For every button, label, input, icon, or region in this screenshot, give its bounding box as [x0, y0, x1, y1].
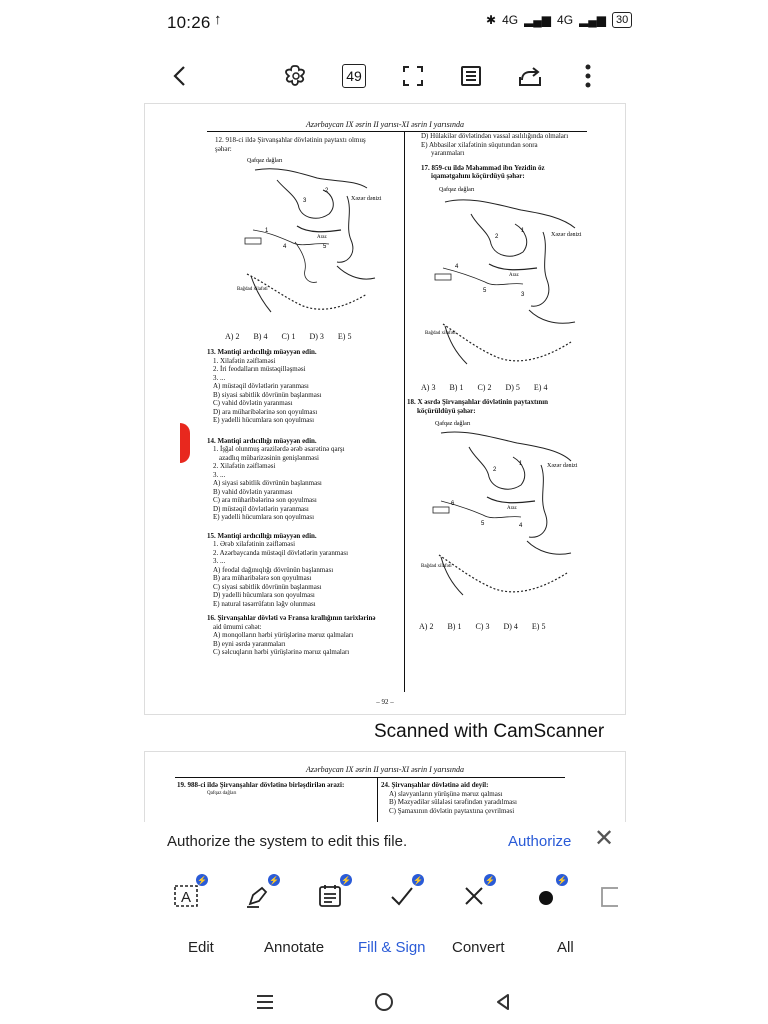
answer-option[interactable]: E) 4 [533, 383, 548, 392]
next-page-header: Azərbaycan IX əsrin II yarısı-XI əsrin I yarısında [306, 765, 464, 774]
left-column [215, 136, 400, 153]
answer-option[interactable]: D) 5 [505, 383, 520, 392]
premium-badge-icon: ⚡ [341, 875, 351, 885]
svg-text:Bağdad xilafəti: Bağdad xilafəti [425, 331, 456, 336]
authorize-message: Authorize the system to edit this file. [167, 833, 408, 850]
svg-text:Xəzər dənizi: Xəzər dənizi [547, 463, 578, 469]
svg-text:2: 2 [493, 467, 497, 473]
svg-text:3: 3 [303, 198, 307, 204]
right-column [421, 132, 611, 181]
answer-option[interactable]: E) 5 [531, 622, 546, 631]
system-nav-bar [0, 976, 768, 1024]
tab-fill-sign[interactable]: Fill & Sign [358, 939, 426, 956]
svg-text:5: 5 [481, 521, 485, 527]
battery-icon: 30 [612, 12, 632, 28]
svg-text:Araz: Araz [507, 506, 517, 511]
column-divider [404, 132, 405, 692]
pen-sign-icon[interactable] [238, 876, 278, 916]
q15-block: 15. Məntiqi ardıcıllığı müəyyən edin. 1. Ərəb xilafətinin zəifləməsi 2. Azərbaycanda müstəqil dövlətlərin yaranması 3. ... A) feodal dağınıqlığı dövrünün başlanması B) ara müharibələrə son qoyulması C) siyasi sabitlik dövrünün başlanması D) yadelli hücumlara son qoyulması E) natural təsərrüfatın ləğv olunması [207, 531, 349, 608]
svg-text:A: A [181, 889, 192, 906]
answer-option[interactable]: A) 3 [421, 383, 436, 392]
app-toolbar [0, 50, 768, 100]
answer-option[interactable]: B) 1 [447, 622, 462, 631]
svg-text:Bağdad xilafəti: Bağdad xilafəti [421, 564, 452, 569]
document-page[interactable] [145, 104, 625, 714]
answer-option[interactable]: B) 4 [253, 332, 268, 341]
svg-text:1: 1 [519, 461, 523, 467]
text-box-icon[interactable] [166, 876, 206, 916]
premium-badge-icon: ⚡ [485, 875, 495, 885]
left-column-questions [207, 348, 397, 657]
q14-block: 14. Məntiqi ardıcıllığı müəyyən edin. 1. İşğal olunmuş ərazilərdə ərəb əsarətinə qarşı azadlıq mübarizəsinin genişlənməsi 2. Xilafətin zəifləməsi 3. ... A) siyasi sabitlik dövrünün başlanması B) vahid dövlətin yaranması C) ara müharibələrinə son qoyulması D) müstəqil dövlətlərin yaranması E) yadelli hücumlara son qoyulması [207, 436, 345, 521]
document-page-next[interactable] [145, 752, 625, 822]
tab-convert[interactable]: Convert [452, 939, 505, 956]
q17-answers [421, 383, 547, 392]
premium-badge-icon: ⚡ [557, 875, 567, 885]
reader-mode-icon[interactable] [453, 58, 489, 94]
check-icon[interactable] [382, 876, 422, 916]
q18-block: 18. X əsrdə Şirvanşahlar dövlətinin paytaxtının köçürüldüyü şəhər: [407, 398, 549, 415]
svg-text:4: 4 [519, 523, 523, 529]
map-label-baghdad: Bağdad xilafəti [237, 287, 268, 292]
network-label-2: 4G [557, 13, 574, 27]
recent-apps-icon[interactable] [247, 984, 283, 1020]
page-count-button[interactable] [336, 58, 372, 94]
answer-option[interactable]: B) 1 [449, 383, 464, 392]
map-label-mountains: Qafqaz dağları [247, 158, 283, 164]
svg-text:1: 1 [265, 228, 269, 234]
svg-text:5: 5 [483, 288, 487, 294]
bottom-tabs [0, 934, 768, 964]
map-label-river: Araz [317, 235, 327, 240]
svg-text:6: 6 [451, 501, 455, 507]
answer-option[interactable]: C) 2 [477, 383, 492, 392]
q18-answers [419, 622, 545, 631]
form-icon[interactable] [310, 876, 350, 916]
page-header: Azərbaycan IX əsrin II yarısı-XI əsrin I yarısında [306, 120, 464, 129]
signal-icon-2: ▂▄▆ [579, 13, 607, 27]
flower-icon[interactable] [278, 58, 314, 94]
tab-all[interactable]: All [557, 939, 574, 956]
answer-option[interactable]: E) 5 [337, 332, 352, 341]
answer-option[interactable]: C) 1 [281, 332, 296, 341]
fullscreen-icon[interactable] [395, 58, 431, 94]
signal-icon: ▂▄▆ [524, 13, 552, 27]
next-header-rule [175, 777, 565, 778]
upload-icon: ↑ [214, 11, 222, 28]
svg-text:5: 5 [323, 244, 327, 250]
cross-icon[interactable] [454, 876, 494, 916]
network-label-1: 4G [502, 13, 519, 27]
premium-badge-icon: ⚡ [269, 875, 279, 885]
premium-badge-icon: ⚡ [197, 875, 207, 885]
page-count: 49 [342, 64, 366, 88]
svg-text:Qafqaz dağları: Qafqaz dağları [439, 187, 475, 193]
svg-text:4: 4 [455, 264, 459, 270]
share-icon[interactable] [512, 58, 548, 94]
status-bar [0, 0, 768, 46]
tab-edit[interactable]: Edit [188, 939, 214, 956]
status-time: 10:26 [167, 13, 211, 32]
bluetooth-icon: ✱ [486, 13, 497, 27]
answer-option[interactable]: D) 3 [309, 332, 324, 341]
next-column-divider [377, 777, 378, 822]
q13-block: 13. Məntiqi ardıcıllığı müəyyən edin. 1. Xilafətin zəifləməsi 2. İri feodalların müstəqilləşməsi 3. ... A) müstəqil dövlətlərin yaranması B) siyasi sabitlik dövrünün başlanması C) vahid dövlətin yaranması D) ara müharibələrinə son qoyulması E) yadelli hücumlara son qoyulması [207, 348, 322, 424]
more-icon[interactable] [570, 58, 606, 94]
q12-text: 12. 918-ci ildə Şirvanşahlar dövlətinin paytaxtı olmuş şəhər: [215, 136, 366, 153]
back-nav-icon[interactable] [485, 984, 521, 1020]
authorize-button[interactable]: Authorize [508, 833, 572, 850]
answer-option[interactable]: D) 4 [503, 622, 518, 631]
q24-block: 24. Şirvanşahlar dövlətinə aid deyil: A) slavyanların yürüşünə məruz qalması B) Məzyədilər sülaləsi tərəfindən yaradılması C) Şamaxının dövlətin paytaxtına çevrilməsi [381, 781, 517, 815]
svg-text:3: 3 [521, 292, 525, 298]
svg-text:2: 2 [325, 188, 329, 194]
tab-annotate[interactable]: Annotate [264, 939, 325, 956]
svg-text:Qafqaz dağları: Qafqaz dağları [435, 421, 471, 427]
status-right [486, 12, 632, 28]
answer-option[interactable]: A) 2 [225, 332, 240, 341]
dot-icon[interactable] [526, 876, 566, 916]
q17-block: 17. 859-cu ildə Məhəmməd ibn Yezidin öz iqamətgahını köçürdüyü şəhər: [421, 163, 545, 180]
svg-text:1: 1 [521, 228, 525, 234]
rect-icon[interactable] [596, 876, 618, 916]
answer-option[interactable]: A) 2 [419, 622, 434, 631]
svg-text:Xəzər dənizi: Xəzər dənizi [551, 232, 582, 238]
back-icon[interactable] [162, 58, 198, 94]
q19-block: 19. 988-ci ildə Şirvanşahlar dövlətinə birləşdirilən ərazi: Qafqaz dağları [177, 781, 345, 796]
close-icon[interactable]: ✕ [594, 825, 615, 852]
red-scroll-marker[interactable] [180, 423, 190, 463]
page-number: – 92 – [376, 698, 394, 706]
map-q18 [421, 419, 591, 609]
q16-continued: D) Hülakilər dövlətindən vassal asılılığında olmaları E) Abbasilər xilafətinin süqutundan sonra yaranmaları [421, 132, 569, 157]
svg-text:2: 2 [495, 234, 499, 240]
map-label-sea: Xəzər dənizi [351, 196, 382, 202]
q12-answers [225, 332, 351, 341]
home-icon[interactable] [366, 984, 402, 1020]
q16-block: 16. Şirvanşahlar dövləti və Fransa krallığının tarixlərinə aid ümumi cəhət: A) monqolların hərbi yürüşlərinə məruz qalmaları B) eyni əsrdə yaranmaları C) səlcuqların hərbi yürüşlərinə məruz qalmaları [207, 614, 376, 656]
scanned-watermark: Scanned with CamScanner [374, 721, 605, 742]
map-q12 [237, 156, 397, 328]
answer-option[interactable]: C) 3 [475, 622, 490, 631]
svg-text:4: 4 [283, 244, 287, 250]
map-q17 [425, 184, 595, 380]
authorize-bar [0, 822, 768, 864]
premium-badge-icon: ⚡ [413, 875, 423, 885]
tool-row [0, 866, 768, 926]
svg-text:Araz: Araz [509, 273, 519, 278]
